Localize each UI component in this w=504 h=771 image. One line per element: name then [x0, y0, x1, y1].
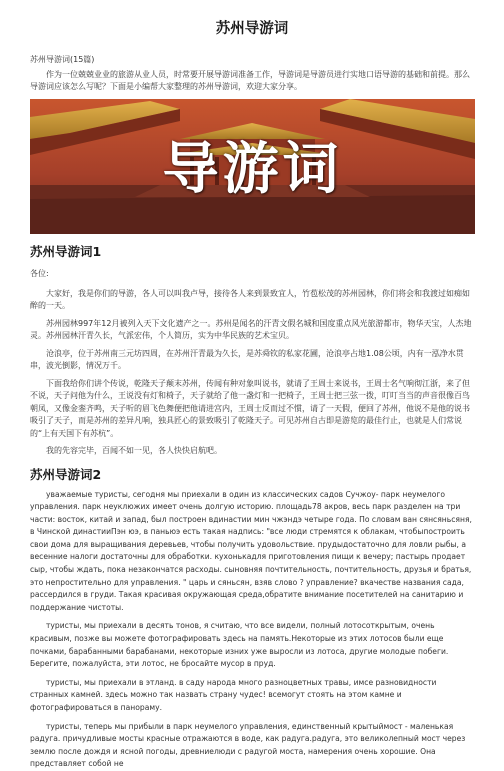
intro-paragraph: 作为一位兢兢业业的旅游从业人员，时常要开展导游词准备工作，导游词是导游员进行实地口语导游的基础和前提。那么导游词应该怎么写呢？下面是小编帮大家整理的苏州导游词，欢迎大家分享。: [30, 70, 470, 91]
section1-heading: 苏州导游词1: [30, 244, 102, 259]
section1-paragraph-3: 沧浪亭，位于苏州南三元坊四周，在苏州汗青最为久长，是苏舜钦的私家花圃，沧浪亭占地1.08公顷，内有一泓净水贯串，波光倒影，情况万千。: [30, 348, 464, 370]
section2-paragraph-3: туристы, мы приехали в этланд. в саду народа много разноцветных травы, имсе разновидности странных камней. здесь можно так назвать страну чудес! всемогут стоять на этом камне и фотографироваться в панораму.: [30, 677, 437, 712]
section2-paragraph-1: уважаемые туристы, сегодня мы приехали в один из классических садов Сучжоу- парк неумелого управления. парк неуклюжих имеет очень долгую историю. площадь78 акров, весь парк разделен на три части: восток, китай и запад, был построен вдинастии мин чжэндэ четыре года. По словам ван сянсяньсяня, в Чинской династииПэн юэ, в паньюэ есть такая надпись: "все люди стремятся к облакам, чтобыпостроить свои дома для выращивания деревьев, чтобы получить удовольствие. прудыдостаточно для ловли рыбы, а весенние налоги достаточны для обработки. кухонькадля приготовления пищи к вечеру; пастырь продает сыр, чтобы ждать, пока незакончатся расходы. сыновняя почтительность, почтительность, друзья и братья, это непростительно для управления. " царь и сяньсян, взяв слово ? управление? вкачестве названия сада, рассердился в груди. Такая красивая окружающая среда,обратите внимание посетителей на санитарию и поддержание чистоты.: [30, 489, 472, 612]
section1-paragraph-2: 苏州园林997年12月被列入天下文化遗产之一。苏州是闻名的汗青文假名城和国度重点风光旅游都市，物华天宝，人杰地灵。苏州园林汗青久长，气派宏伟，个人简历，实为中华民族的艺术宝贝。: [30, 318, 472, 340]
section1-paragraph-1: 大家好，我是你们的导游，各人可以叫我卢导，接待各人来到景致宜人，竹苞松茂的苏州园林，你们将会和我渡过如痴如醉的一天。: [30, 288, 470, 310]
document-subtitle: 苏州导游词(15篇): [30, 55, 95, 64]
section2-paragraph-4: туристы, теперь мы прибыли в парк неумелого управления, единственный крытыймост - маленькая радуга. причудливые мосты красные отражаются в воде, как радуга.радуга, это великолепный мост через землю после дождя и ясной погоды, древниелюди с радугой моста, намерения очень хорошие. Она представляет собой не: [30, 721, 466, 769]
section1-greeting: 各位:: [30, 269, 49, 278]
hero-image: [30, 99, 475, 234]
hero-title-text: 导游词: [162, 137, 343, 202]
section1-paragraph-5: 我的先容完毕，百闻不如一见，各人快快启航吧。: [46, 446, 222, 455]
section1-paragraph-4: 下面我给你们讲个传说，乾隆天子颠末苏州，传闻有种对象叫说书，就请了王周士来说书，王周士名气响彻江浙，来了但不说，天子问他为什么，王说没有灯和椅子，天子就给了他一盏灯和一把椅子，王周士把三弦一拨，叮叮当当的声音很像百鸟朝凤，又像金銮齐鸣，天子听的眉飞色舞便把他请进宫内，王周士反而过不惯，请了一天假，便回了苏州，他说不是他的说书吸引了天子，而是苏州的差异凡响，独具匠心的景致吸引了乾隆天子。可见苏州自古即是游览的最佳行止，也就是人们常说的“上有天国下有苏杭”。: [30, 378, 470, 438]
section2-heading: 苏州导游词2: [30, 466, 102, 482]
section2-paragraph-2: туристы, мы приехали в десять тонов, я считаю, что все видели, полный лотосоткрытым, очень красивым, позже вы можете фотографировать здесь на память.Некоторые из этих лотосов были еще почками, барабанными барабанами, некоторые изних уже выросли из лотоса, другие молодые побеги. Берегите, пожалуйста, эти лотос, не бросайте мусор в пруд.: [30, 621, 449, 669]
page-title: 苏州导游词: [215, 21, 289, 37]
